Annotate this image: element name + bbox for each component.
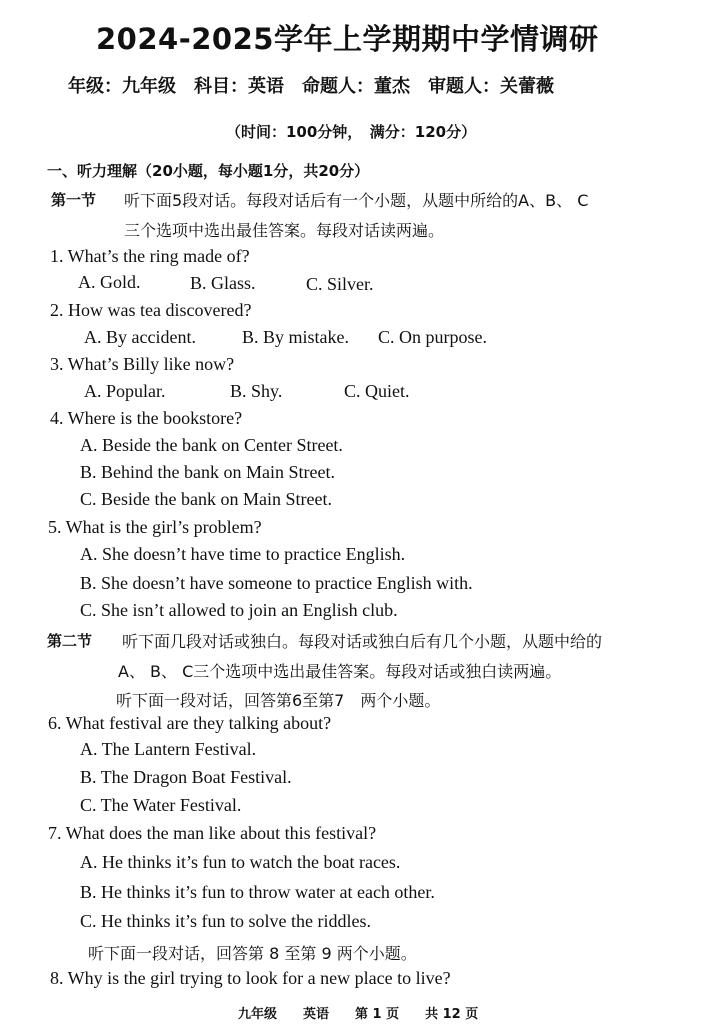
- question-7-option-c: C. He thinks it’s fun to solve the riddles.: [80, 911, 371, 931]
- question-7-option-a: A. He thinks it’s fun to watch the boat races.: [80, 852, 401, 872]
- part2-instruction-line3: 听下面一段对话，回答第6至第7 两个小题。: [116, 691, 441, 710]
- question-4-stem: 4. Where is the bookstore?: [50, 408, 243, 428]
- part1-instruction-line2: 三个选项中选出最佳答案。每段对话读两遍。: [124, 221, 445, 240]
- question-7-stem: 7. What does the man like about this festival?: [48, 823, 377, 843]
- question-3-stem: 3. What’s Billy like now?: [50, 354, 235, 374]
- question-7-option-b: B. He thinks it’s fun to throw water at each other.: [80, 882, 435, 902]
- question-2-option-b: B. By mistake.: [242, 327, 349, 347]
- time-info: （时间：100分钟， 满分：120分）: [226, 123, 477, 141]
- part1-label: 第一节: [51, 191, 97, 209]
- section-heading: 一、听力理解（20小题，每小题1分，共20分）: [47, 162, 370, 180]
- page-footer: 九年级 英语 第 1 页 共 12 页: [238, 1007, 479, 1022]
- question-3-option-b: B. Shy.: [230, 381, 283, 401]
- question-2-option-c: C. On purpose.: [378, 327, 487, 347]
- question-4-option-a: A. Beside the bank on Center Street.: [80, 435, 343, 455]
- page-title: 2024-2025学年上学期期中学情调研: [96, 22, 599, 56]
- question-2-stem: 2. How was tea discovered?: [50, 300, 252, 320]
- part2-instruction-line1: 听下面几段对话或独白。每段对话或独白后有几个小题，从题中给的: [122, 632, 603, 651]
- question-5-option-c: C. She isn’t allowed to join an English club.: [80, 600, 398, 620]
- part1-instruction-line1: 听下面5段对话。每段对话后有一个小题，从题中所给的A、B、 C: [124, 191, 589, 210]
- question-3-option-c: C. Quiet.: [344, 381, 410, 401]
- question-1-stem: 1. What’s the ring made of?: [50, 246, 250, 266]
- question-6-option-c: C. The Water Festival.: [80, 795, 242, 815]
- question-5-option-b: B. She doesn’t have someone to practice English with.: [80, 573, 473, 593]
- question-4-option-b: B. Behind the bank on Main Street.: [80, 462, 335, 482]
- question-8-stem: 8. Why is the girl trying to look for a new place to live?: [50, 968, 451, 988]
- exam-meta: 年级：九年级 科目：英语 命题人：董杰 审题人：关蕾薇: [68, 76, 554, 97]
- question-1-option-a: A. Gold.: [78, 272, 141, 292]
- question-4-option-c: C. Beside the bank on Main Street.: [80, 489, 332, 509]
- part2-instruction-line2: A、 B、 C三个选项中选出最佳答案。每段对话或独白读两遍。: [118, 662, 562, 681]
- question-6-stem: 6. What festival are they talking about?: [48, 713, 332, 733]
- question-1-option-b: B. Glass.: [190, 273, 256, 293]
- question-6-option-a: A. The Lantern Festival.: [80, 739, 257, 759]
- question-2-option-a: A. By accident.: [84, 327, 196, 347]
- question-6-option-b: B. The Dragon Boat Festival.: [80, 767, 292, 787]
- part2-label: 第二节: [47, 632, 93, 650]
- question-5-stem: 5. What is the girl’s problem?: [48, 517, 262, 537]
- part2-instruction-line4: 听下面一段对话，回答第 8 至第 9 两个小题。: [88, 944, 417, 963]
- question-3-option-a: A. Popular.: [84, 381, 166, 401]
- question-1-option-c: C. Silver.: [306, 274, 374, 294]
- question-5-option-a: A. She doesn’t have time to practice English.: [80, 544, 406, 564]
